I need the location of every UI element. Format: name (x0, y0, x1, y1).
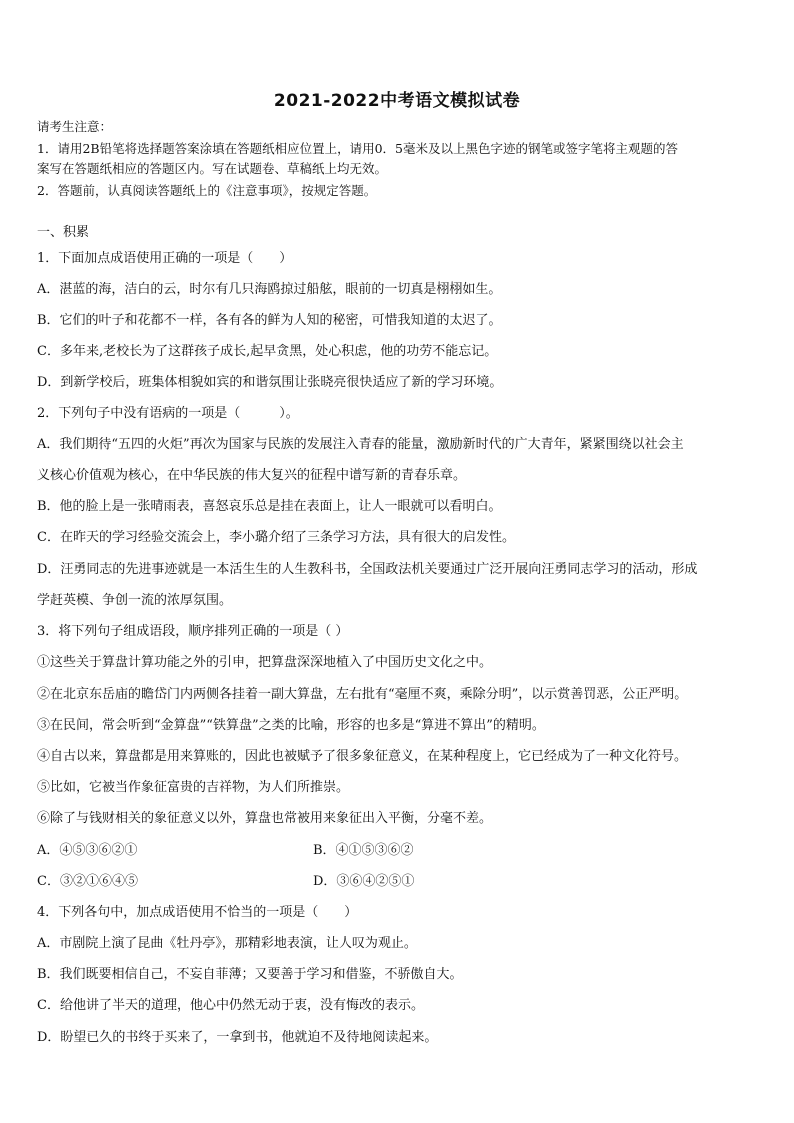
question-4-option-c: C．给他讲了半天的道理，他心中仍然无动于衷，没有悔改的表示。 (37, 998, 424, 1013)
question-1-option-d: D．到新学校后，班集体相貌如宾的和谐氛围让张晓亮很快适应了新的学习环境。 (37, 375, 503, 390)
question-3-sentence-4: ④自古以来，算盘都是用来算账的，因此也被赋予了很多象征意义，在某种程度上，它已经成为了一种文化符号。 (37, 749, 688, 764)
question-1-option-a: A．湛蓝的海，洁白的云，时尔有几只海鸥掠过船舷，眼前的一切真是栩栩如生。 (37, 282, 502, 297)
question-3-option-b: B．④①⑤③⑥② (313, 843, 414, 858)
question-4-option-a: A．市剧院上演了昆曲《牡丹亭》，那精彩地表演，让人叹为观止。 (37, 936, 417, 951)
notice-line-1: 1．请用2B铅笔将选择题答案涂填在答题纸相应位置上，请用0．5毫米及以上黑色字迹的钢笔或签字笔将主观题的答 (37, 141, 678, 156)
notice-header: 请考生注意： (37, 119, 113, 134)
question-2-option-a-line-2: 义核心价值观为核心，在中华民族的伟大复兴的征程中谱写新的青春乐章。 (37, 468, 467, 483)
question-4-stem: 4．下列各句中，加点成语使用不恰当的一项是（ ） (37, 905, 358, 920)
question-3-sentence-3: ③在民间，常会听到“金算盘”“铁算盘”之类的比喻，形容的也多是“算进不算出”的精明。 (37, 718, 545, 733)
question-2-option-d-line-2: 学赶英模、争创一流的浓厚氛围。 (37, 593, 233, 608)
question-3-stem: 3．将下列句子组成语段，顺序排列正确的一项是（ ） (37, 624, 349, 639)
notice-line-2: 案写在答题纸相应的答题区内。写在试题卷、草稿纸上均无效。 (37, 161, 388, 176)
question-3-option-a: A．④⑤③⑥②① (37, 843, 138, 858)
question-2-option-d-line-1: D．汪勇同志的先进事迹就是一本活生生的人生教科书，全国政法机关要通过广泛开展向汪勇同志学习的活动，形成 (37, 562, 698, 577)
question-2-option-b: B．他的脸上是一张晴雨表，喜怒哀乐总是挂在表面上，让人一眼就可以看明白。 (37, 499, 502, 514)
question-3-option-d: D．③⑥④②⑤① (313, 874, 415, 889)
notice-line-3: 2．答题前，认真阅读答题纸上的《注意事项》，按规定答题。 (37, 183, 377, 198)
exam-title: 2021-2022中考语文模拟试卷 (273, 91, 521, 111)
question-1-stem: 1．下面加点成语使用正确的一项是（ ） (37, 251, 293, 266)
question-1-option-c: C．多年来,老校长为了这群孩子成长,起早贪黑，处心积虑，他的功劳不能忘记。 (37, 344, 498, 359)
question-3-sentence-5: ⑤比如，它被当作象征富贵的吉祥物，为人们所推崇。 (37, 780, 350, 795)
question-2-option-a-line-1: A．我们期待“五四的火炬”再次为国家与民族的发展注入青春的能量，激励新时代的广大青年，紧紧围绕以社会主 (37, 437, 684, 452)
question-2-stem: 2．下列句子中没有语病的一项是（ ）。 (37, 406, 299, 421)
question-3-sentence-1: ①这些关于算盘计算功能之外的引申，把算盘深深地植入了中国历史文化之中。 (37, 655, 493, 670)
section-heading: 一、积累 (37, 225, 90, 240)
question-1-option-b: B．它们的叶子和花都不一样，各有各的鲜为人知的秘密，可惜我知道的太迟了。 (37, 313, 502, 328)
question-3-sentence-2: ②在北京东岳庙的瞻岱门内两侧各挂着一副大算盘，左右批有“毫厘不爽，乘除分明”，以示赏善罚恶，公正严明。 (37, 687, 688, 702)
question-4-option-b: B．我们既要相信自己，不妄自菲薄；又要善于学习和借鉴，不骄傲自大。 (37, 967, 463, 982)
question-2-option-c: C．在昨天的学习经验交流会上，李小璐介绍了三条学习方法，具有很大的启发性。 (37, 530, 515, 545)
question-3-sentence-6: ⑥除了与钱财相关的象征意义以外，算盘也常被用来象征出入平衡，分毫不差。 (37, 811, 493, 826)
question-4-option-d: D．盼望已久的书终于买来了，一拿到书，他就迫不及待地阅读起来。 (37, 1030, 438, 1045)
question-3-option-c: C．③②①⑥④⑤ (37, 874, 138, 889)
